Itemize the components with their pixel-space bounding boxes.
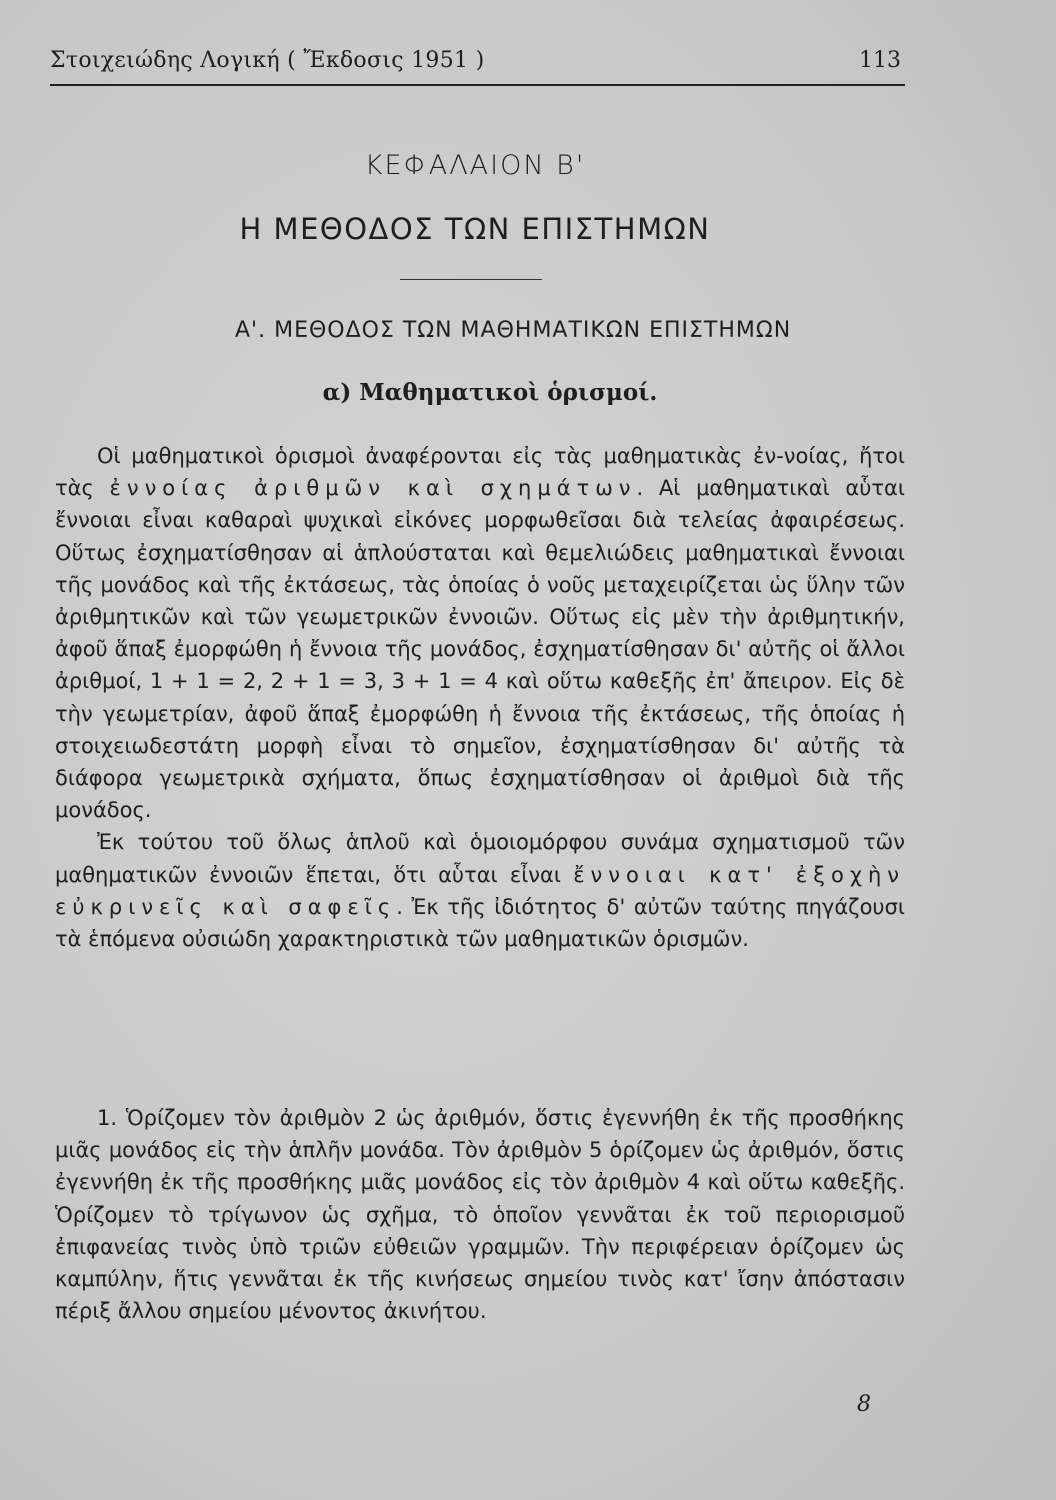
- body-text-block-1: [55, 440, 905, 955]
- running-header: [50, 44, 905, 86]
- paragraph-1-part-c: . Αἱ μαθηματικαὶ αὗται ἔννοιαι εἶναι καθαραὶ ψυχικαὶ εἰκόνες μορφωθεῖσαι διὰ τελείας ἀφαιρέσεως. Οὕτως ἐσχηματίσθησαν αἱ ἁπλούσταται καὶ θεμελιώδεις μαθηματικαὶ ἔννοιαι τῆς μονάδος καὶ τῆς ἐκτάσεως, τὰς ὁποίας ὁ νοῦς μεταχειρίζεται ὡς ὕλην τῶν ἀριθμητικῶν καὶ τῶν γεωμετρικῶν ἐννοιῶν. Οὕτως εἰς μὲν τὴν ἀριθμητικήν, ἀφοῦ ἅπαξ ἐμορφώθη ἡ ἔννοια τῆς μονάδος, ἐσχηματίσθησαν δι' αὐτῆς οἱ ἄλλοι ἀριθμοί, 1 + 1 = 2, 2 + 1 = 3, 3 + 1 = 4 καὶ οὕτω καθεξῆς ἐπ' ἄπειρον. Εἰς δὲ τὴν γεωμετρίαν, ἀφοῦ ἅπαξ ἐμορφώθη ἡ ἔννοια τῆς ἐκτάσεως, τῆς ὁποίας ἡ στοιχειωδεστάτη μορφὴ εἶναι τὸ σημεῖον, ἐσχηματίσθησαν δι' αὐτῆς τὰ διάφορα γεωμετρικὰ σχήματα, ὅπως ἐσχηματίσθησαν οἱ ἀριθμοὶ διὰ τῆς μονάδος.: [55, 476, 905, 823]
- separator-rule: [400, 279, 542, 280]
- paragraph-2-part-a: Ἐκ τούτου τοῦ ὅλως ἁπλοῦ καὶ ὁμοιομόρφου συνάμα σχηματισμοῦ τῶν μαθηματικῶν ἐννοιῶν ἕπεται, ὅτι αὗται εἶναι: [55, 830, 905, 887]
- paragraph-3: 1. Ὁρίζομεν τὸν ἀριθμὸν 2 ὡς ἀριθμόν, ὅστις ἐγεννήθη ἐκ τῆς προσθήκης μιᾶς μονάδος εἰς τὴν ἁπλῆν μονάδα. Τὸν ἀριθμὸν 5 ὁρίζομεν ὡς ἀριθμόν, ὅστις ἐγεννήθη ἐκ τῆς προσθήκης μιᾶς μονάδος εἰς τὸν ἀριθμὸν 4 καὶ οὕτω καθεξῆς. Ὁρίζομεν τὸ τρίγωνον ὡς σχῆμα, τὸ ὁποῖον γεννᾶται ἐκ τοῦ περιορισμοῦ ἐπιφανείας τινὸς ὑπὸ τριῶν εὐθειῶν γραμμῶν. Τὴν περιφέρειαν ὁρίζομεν ὡς καμπύλην, ἥτις γεννᾶται ἐκ τῆς κινήσεως σημείου τινὸς κατ' ἴσην ἀπόστασιν πέριξ ἄλλου σημείου μένοντος ἀκινήτου.: [55, 1106, 905, 1324]
- chapter-label: ΚΕΦΑΛΑΙΟΝ Β': [364, 150, 586, 181]
- paragraph-2: [55, 826, 905, 955]
- paragraph-1-part-a: Οἱ μαθηματικοὶ ὁρισμοὶ ἀναφέρονται εἰς τὰς μαθηματικὰς ἐν-νοίας, ἤτοι τὰς: [55, 444, 905, 501]
- paragraph-2-part-c: . Ἐκ τῆς ἰδιότητος δ' αὐτῶν ταύτης πηγάζουσι τὰ ἑπόμενα οὐσιώδη χαρακτηριστικὰ τῶν μαθηματικῶν ὁρισμῶν.: [55, 894, 905, 952]
- section-title: Α'. ΜΕΘΟΔΟΣ ΤΩΝ ΜΑΘΗΜΑΤΙΚΩΝ ΕΠΙΣΤΗΜΩΝ: [235, 318, 792, 343]
- paragraph-2-emphasis: ἔννοιαι κατ' ἐξοχὴν εὐκρινεῖς καὶ σαφεῖς: [55, 862, 906, 919]
- page-number: 113: [859, 48, 901, 73]
- paragraph-1: [55, 440, 905, 826]
- body-text-block-2: [55, 1102, 905, 1327]
- paragraph-1-emphasis: ἐννοίας ἀριθμῶν καὶ σχημάτων: [109, 476, 637, 501]
- chapter-title: Η ΜΕΘΟΔΟΣ ΤΩΝ ΕΠΙΣΤΗΜΩΝ: [239, 212, 711, 246]
- signature-mark: 8: [857, 1392, 871, 1417]
- subsection-title: α) Μαθηματικοὶ ὁρισμοί.: [322, 379, 658, 406]
- running-title: Στοιχειώδης Λογική ( Ἔκδοσις 1951 ): [50, 48, 485, 73]
